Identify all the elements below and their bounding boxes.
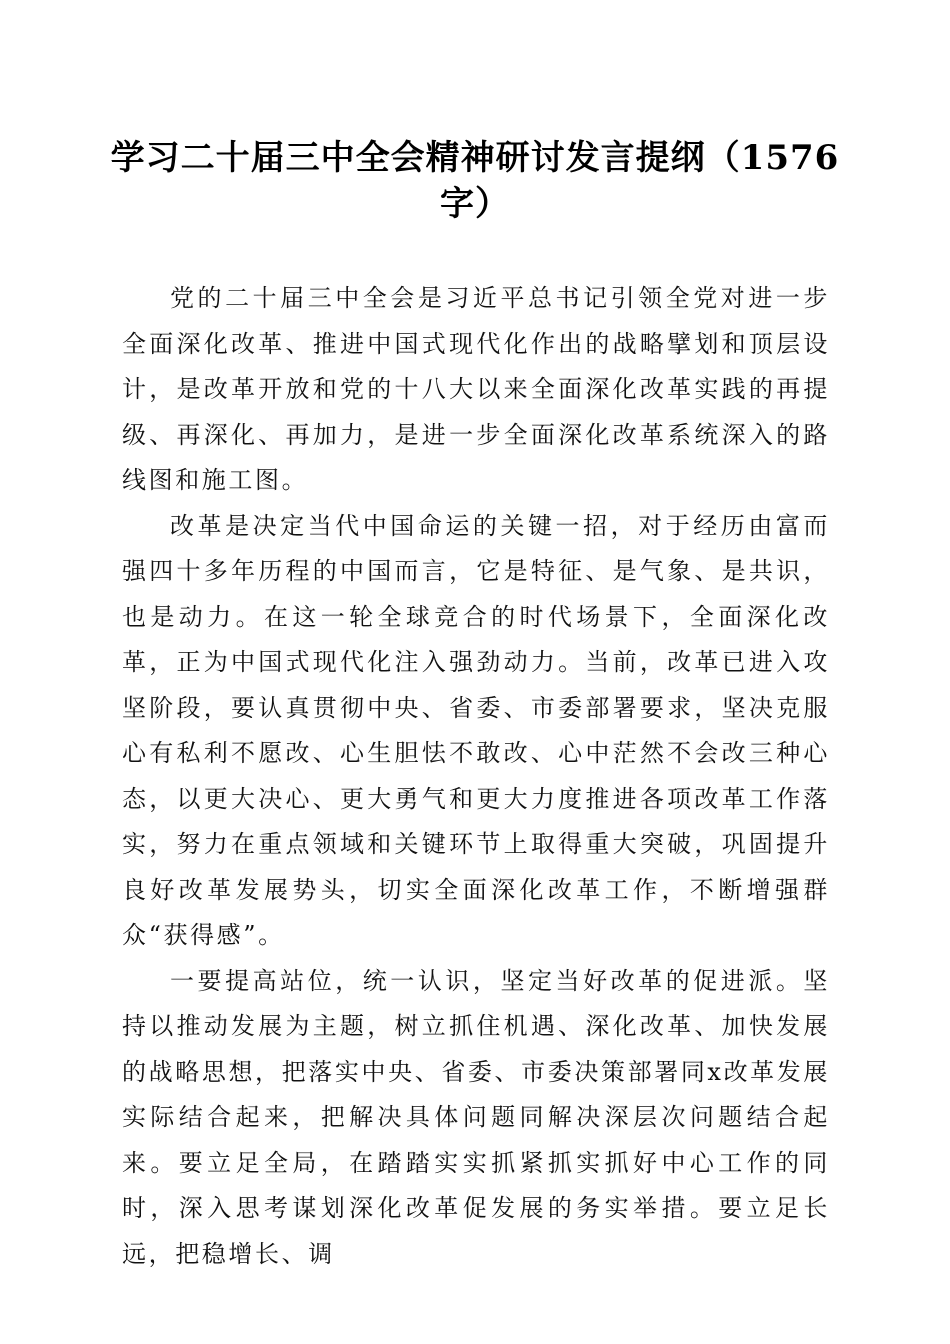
document-title: 学习二十届三中全会精神研讨发言提纲（1576字）	[110, 138, 840, 224]
paragraph-reform: 改革是决定当代中国命运的关键一招，对于经历由富而强四十多年历程的中国而言，它是特征、是气象、是共识，也是动力。在这一轮全球竞合的时代场景下，全面深化改革，正为中国式现代化注入强劲动力。当前，改革已进入攻坚阶段，要认真贯彻中央、省委、市委部署要求，坚决克服心有私利不愿改、心生胆怯不敢改、心中茫然不会改三种心态，以更大决心、更大勇气和更大力度推进各项改革工作落实，努力在重点领域和关键环节上取得重大突破，巩固提升良好改革发展势头，切实全面深化改革工作，不断增强群众“获得感”。	[122, 511, 830, 949]
document-body	[122, 276, 830, 1277]
paragraph-point-one: 一要提高站位，统一认识，坚定当好改革的促进派。坚持以推动发展为主题，树立抓住机遇、深化改革、加快发展的战略思想，把落实中央、省委、市委决策部署同x改革发展实际结合起来，把解决具体问题同解决深层次问题结合起来。要立足全局，在踏踏实实抓紧抓实抓好中心工作的同时，深入思考谋划深化改革促发展的务实举措。要立足长远，把稳增长、调	[122, 966, 830, 1268]
paragraph-intro: 党的二十届三中全会是习近平总书记引领全党对进一步全面深化改革、推进中国式现代化作出的战略擘划和顶层设计，是改革开放和党的十八大以来全面深化改革实践的再提级、再深化、再加力，是进一步全面深化改革系统深入的路线图和施工图。	[122, 284, 830, 494]
